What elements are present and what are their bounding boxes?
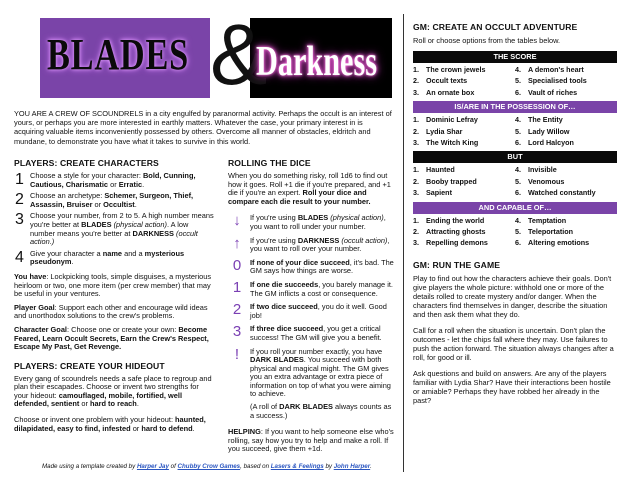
step-text: or [92, 199, 104, 209]
roll-text: If you're using [250, 213, 298, 223]
cell-text: Sapient [426, 188, 452, 198]
cell-number: 4. [515, 165, 521, 175]
table-grid [413, 163, 617, 201]
table-but [413, 151, 617, 201]
cell-text: Occult texts [426, 76, 468, 86]
cell-text: Lord Halcyon [528, 138, 574, 148]
table-cell [515, 228, 617, 236]
note-text: always counts as a success.) [250, 402, 392, 420]
step-options: Schemer, Surgeon, Thief, Assassin, Bruiser [30, 191, 194, 209]
table-cell [413, 66, 515, 74]
roll-result-one [228, 278, 396, 298]
character-goal-text: : Choose one or create your own: [67, 324, 179, 334]
cell-number: 3. [413, 138, 419, 148]
player-goal-paragraph [14, 304, 214, 321]
cell-number: 4. [515, 215, 521, 225]
step-text: Choose a style for your character: [30, 171, 143, 180]
cell-text: Lydia Shar [426, 126, 463, 136]
cell-text: Attracting ghosts [426, 227, 486, 237]
table-cell [413, 217, 515, 225]
exclamation-icon: ! [234, 345, 240, 363]
title-banner [40, 7, 392, 103]
step-note: (physical action) [111, 219, 167, 229]
cell-number: 1. [413, 165, 419, 175]
hideout-text: . [192, 423, 195, 433]
you-have-paragraph [14, 273, 214, 299]
hideout-options: hard to defend [141, 423, 193, 433]
cell-number: 5. [515, 126, 521, 136]
step-note: (occult action.) [30, 228, 198, 247]
roll-result-label: If two dice succeed [250, 302, 318, 312]
character-step-1 [14, 172, 214, 189]
cell-text: Booby trapped [426, 176, 477, 186]
table-cell [413, 116, 515, 124]
roll-result-two [228, 303, 396, 320]
table-header: THE SCORE [413, 51, 617, 63]
roll-text: , you get a critical success! The GM will give you a benefit. [250, 324, 382, 342]
rolling-intro [228, 172, 396, 206]
table-possession [413, 101, 617, 151]
hideout-text: Choose or invent one problem with your hideout: [14, 415, 176, 425]
cell-number: 1. [413, 215, 419, 225]
roll-text: If you're using [250, 235, 298, 245]
footer-text: Made using a template created by [42, 463, 137, 470]
cell-number: 6. [515, 138, 521, 148]
cell-text: The Witch King [426, 138, 479, 148]
cell-number: 2. [413, 176, 419, 186]
table-cell [413, 228, 515, 236]
footer-text: of [168, 463, 178, 470]
table-header: BUT [413, 151, 617, 163]
table-cell [413, 128, 515, 136]
you-have-text: : Lockpicking tools, simple disguises, a mysterious heirloom or two, one more item (per crew member) that may be useful in your ventures. [14, 271, 212, 299]
cell-number: 5. [515, 176, 521, 186]
hideout-options: haunted, dilapidated, easy to find, infested [14, 415, 206, 433]
result-zero-symbol: 0 [232, 256, 242, 274]
step-options: Occultist [103, 199, 135, 209]
cell-text: Altering emotions [528, 238, 590, 248]
cell-number: 6. [515, 188, 521, 198]
roll-rule-darkness [228, 234, 396, 254]
roll-result-dark-blades [228, 345, 396, 400]
table-capable-of [413, 202, 617, 252]
cell-number: 1. [413, 65, 419, 74]
table-cell [413, 166, 515, 174]
you-have-label: You have [14, 271, 47, 281]
cell-text: Lady Willow [528, 126, 570, 136]
step-number: 3 [15, 211, 24, 229]
gm-run-paragraph: Play to find out how the characters achieve their goals. Don't give players the whole picture: withhold one or more of the details rolled to create mystery and/or danger. When the characters find themselves in danger, describe the situation and then ask them what they do. [413, 273, 612, 319]
column-divider [403, 14, 404, 472]
roll-result-zero [228, 256, 396, 276]
player-goal-label: Player Goal [14, 302, 55, 312]
roll-text: , you want to roll under your number. [250, 213, 386, 231]
table-cell [515, 217, 617, 225]
roll-text: , you do it well. Good job! [250, 302, 387, 320]
down-arrow-icon: ↓ [233, 212, 241, 230]
cell-number: 1. [413, 115, 419, 125]
table-grid [413, 63, 617, 101]
hideout-problem-paragraph [14, 416, 214, 433]
player-goal-text: : Support each other and encourage wild ideas and unorthodox solutions to the crew's problems. [14, 302, 208, 321]
character-goal-paragraph [14, 326, 214, 352]
gm-run-heading: GM: RUN THE GAME [413, 259, 501, 270]
step-text: . A low number means you're better at [30, 219, 189, 238]
character-step-4 [14, 250, 214, 267]
hideout-options: hard to reach [89, 399, 137, 409]
cell-text: Venomous [528, 176, 565, 186]
note-text: (A roll of [250, 402, 280, 412]
hideout-strengths-paragraph [14, 375, 214, 409]
credits-footer [42, 463, 372, 470]
gm-run-paragraph: Ask questions and build on answers. Are any of the players familiar with Lydia Shar? Have their interactions been hostile or amiable? Perhaps they have robbed her already in the past? [413, 368, 611, 405]
step-number: 1 [15, 171, 24, 188]
result-one-symbol: 1 [232, 278, 242, 296]
cell-text: Repelling demons [426, 238, 488, 248]
table-the-score [413, 51, 617, 101]
gm-run-section [413, 260, 617, 405]
roll-text: , you want to roll over your number. [250, 235, 390, 254]
helping-label: HELPING [228, 427, 261, 437]
table-cell [515, 139, 617, 147]
rolling-intro-bold: Roll your dice and compare each die result to your number. [228, 188, 371, 206]
roll-result-label: If none of your dice succeed [250, 257, 350, 267]
cell-text: Temptation [528, 215, 567, 225]
roll-keyword: DARK BLADES [250, 355, 304, 365]
step-keyword: DARKNESS [132, 228, 174, 238]
result-three-symbol: 3 [232, 323, 242, 341]
lasers-feelings-link[interactable]: Lasers & Feelings [270, 463, 324, 470]
table-header: AND CAPABLE OF… [413, 202, 617, 214]
roll-keyword: DARKNESS [297, 235, 340, 245]
step-text: or [108, 179, 119, 189]
step-text: . [142, 179, 145, 189]
roll-rule-blades [228, 214, 396, 231]
hideout-options: camouflaged, mobile, fortified, well defended, sentient [14, 390, 182, 409]
cell-number: 5. [515, 76, 521, 86]
note-keyword: DARK BLADES [279, 402, 333, 412]
footer-text: by [323, 463, 334, 470]
cell-number: 5. [515, 227, 521, 237]
table-cell [413, 139, 515, 147]
hideout-heading: PLAYERS: CREATE YOUR HIDEOUT [14, 360, 165, 371]
table-cell [413, 77, 515, 85]
cell-text: An ornate box [426, 87, 475, 97]
roll-text: , it's bad. The GM says how things are worse. [250, 257, 394, 276]
cell-text: Invisible [528, 165, 557, 175]
title-blades: BLADES [47, 30, 190, 79]
step-text: Choose an archetype: [30, 191, 105, 201]
table-cell [413, 89, 515, 97]
table-cell [515, 239, 617, 247]
footer-text: , based on [240, 463, 271, 470]
cell-text: Watched constantly [528, 188, 596, 198]
step-options: Erratic [118, 179, 143, 189]
roll-keyword: BLADES [297, 213, 329, 223]
cell-number: 6. [515, 87, 521, 97]
table-cell [515, 189, 617, 197]
table-cell [515, 128, 617, 136]
roll-result-label: If three dice succeed [250, 324, 324, 334]
cell-text: The crown jewels [426, 65, 486, 74]
cell-number: 2. [413, 126, 419, 136]
character-goal-label: Character Goal [14, 324, 67, 334]
gm-column [413, 22, 617, 412]
roll-result-three [228, 325, 396, 342]
gm-create-heading: GM: CREATE AN OCCULT ADVENTURE [413, 22, 578, 32]
cell-number: 2. [413, 76, 419, 86]
helping-paragraph [228, 428, 396, 454]
step-keyword: BLADES [81, 219, 112, 229]
dark-blades-note [228, 403, 396, 420]
step-text: and a [122, 248, 145, 258]
table-header: IS/ARE IN THE POSSESSION OF… [413, 101, 617, 113]
cell-text: Dominic Lefray [426, 115, 478, 125]
up-arrow-icon: ↑ [233, 234, 241, 252]
table-grid [413, 214, 617, 252]
roll-text: , you barely manage it. The GM inflicts a cost or consequence. [250, 279, 393, 298]
title-darkness: Darkness [256, 39, 377, 85]
harper-jay-link[interactable]: Harper Jay [136, 463, 169, 470]
table-cell [515, 166, 617, 174]
cell-text: Ending the world [426, 215, 485, 225]
rolling-column [228, 158, 396, 459]
table-cell [515, 77, 617, 85]
roll-note: (occult action) [339, 235, 388, 245]
cell-number: 6. [515, 238, 521, 248]
helping-text: : If you want to help someone else who's rolling, say how you try to help and make a roll. If you succeed, give them +1d. [228, 427, 394, 454]
footer-text: . [370, 463, 372, 470]
gm-create-intro: Roll or choose options from the tables below. [413, 36, 561, 45]
hideout-text: or [79, 399, 90, 409]
roll-note: (physical action) [328, 213, 384, 223]
table-cell [413, 178, 515, 186]
cell-text: Haunted [426, 165, 455, 175]
table-cell [515, 66, 617, 74]
cell-text: A demon's heart [528, 65, 584, 74]
table-cell [413, 239, 515, 247]
character-step-2 [14, 192, 214, 209]
cell-number: 2. [413, 227, 419, 237]
roll-text: If you roll your number exactly, you have [250, 346, 383, 356]
rolling-heading: ROLLING THE DICE [228, 158, 311, 168]
roll-text: . You succeed with both physical and magical might. The GM gives you an extra advantage or extra piece of information on top of what you were aiming to achieve. [250, 355, 391, 399]
title-ampersand: & [210, 7, 268, 103]
step-text: . [134, 199, 137, 209]
result-two-symbol: 2 [232, 301, 242, 319]
cell-number: 3. [413, 238, 419, 248]
roll-result-label: If one die succeeds [250, 279, 319, 289]
intro-paragraph: YOU ARE A CREW OF SCOUNDRELS in a city engulfed by paranormal activity. Perhaps the occult is an interest of yours, or perhaps you are more interested in earthly matters. Whatever the case, your primary interest in is acquiring valuable items inconveniently possessed by others. Overcome all manner of obstacles, eldritch and mundane, to demonstrate you have what it takes to survive in this world. [14, 109, 392, 146]
step-text: . [71, 257, 74, 267]
hideout-text: or [130, 423, 142, 433]
cell-number: 4. [515, 115, 521, 125]
chubby-crow-games-link[interactable]: Chubby Crow Games [177, 463, 241, 470]
step-number: 2 [15, 191, 24, 209]
character-step-3 [14, 212, 214, 246]
hideout-text: . [136, 399, 139, 409]
step-options: Bold, Cunning, Cautious, Charismatic [30, 171, 196, 189]
step-text: Give your character a [30, 248, 103, 258]
cell-number: 3. [413, 188, 419, 198]
gm-run-paragraph: Call for a roll when the situation is uncertain. Don't plan the outcomes - let the chips fall where they may. Use failures to push the action forward. The situation always changes after a roll, for good or ill. [413, 325, 614, 362]
john-harper-link[interactable]: John Harper [333, 463, 371, 470]
players-heading: PLAYERS: CREATE CHARACTERS [14, 158, 159, 168]
cell-text: Specialised tools [528, 76, 587, 86]
character-goal-options: Become Feared, Learn Occult Secrets, Earn the Crew's Respect, Escape My Past, Get Revenge. [14, 324, 209, 352]
cell-number: 4. [515, 65, 521, 74]
players-column [14, 158, 214, 438]
step-text: Choose your number, from 2 to 5. A high number means you're better at [30, 211, 214, 229]
step-options: name [102, 248, 123, 258]
cell-text: Teleportation [528, 227, 573, 237]
hideout-text: Every gang of scoundrels needs a safe place to regroup and plan their escapades. Choose or invent two strengths for your hideout: [14, 373, 212, 400]
cell-text: Vault of riches [528, 87, 578, 97]
cell-number: 3. [413, 87, 419, 97]
rolling-intro-text: When you do something risky, roll 1d6 to find out how it goes. Roll +1 die if you're prepared, and +1 die if you're an expert. [228, 171, 391, 198]
table-cell [413, 189, 515, 197]
table-cell [515, 178, 617, 186]
table-cell [515, 116, 617, 124]
cell-text: The Entity [528, 115, 563, 125]
step-number: 4 [15, 248, 24, 266]
step-options: mysterious pseudonym [30, 248, 185, 267]
table-cell [515, 89, 617, 97]
table-grid [413, 113, 617, 151]
